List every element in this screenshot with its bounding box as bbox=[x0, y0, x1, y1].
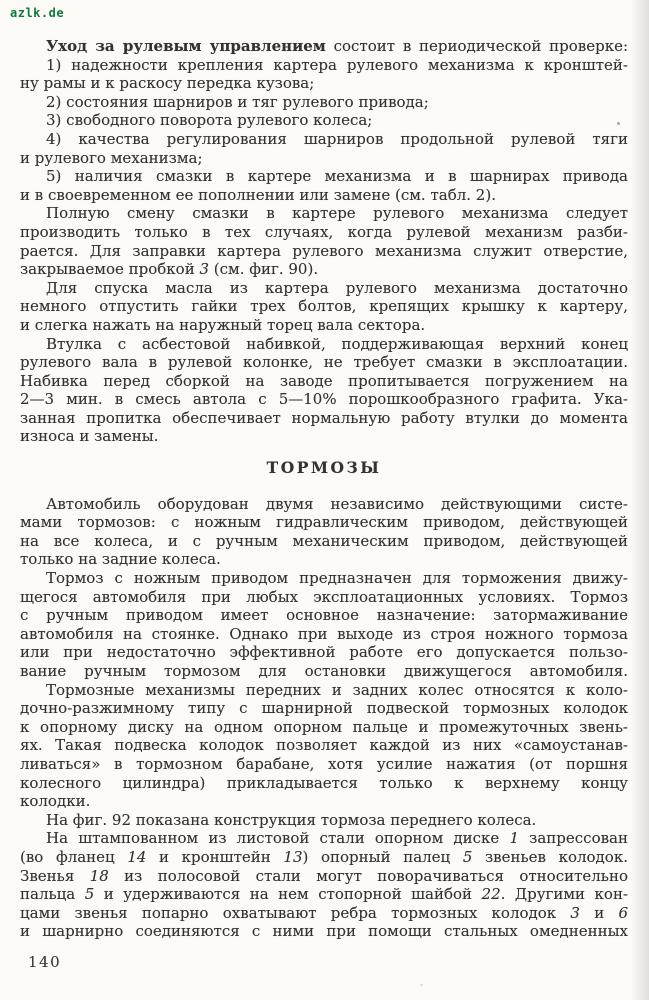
text-line bbox=[20, 390, 628, 409]
text-run: ) опорный палец bbox=[302, 847, 463, 866]
text-run: или при недостаточно эффективной работе его допускается пользо- bbox=[20, 643, 628, 662]
text-run: мами тормозов: с ножным гидравлическим приводом, действующей bbox=[20, 513, 628, 532]
text-run: колодки. bbox=[20, 792, 91, 811]
text-run: автомобиля на стоянке. Однако при выходе из строя ножного тормоза bbox=[20, 624, 628, 643]
text-line bbox=[20, 335, 628, 354]
text-line bbox=[20, 167, 628, 186]
text-line bbox=[20, 569, 628, 588]
paragraph bbox=[20, 56, 628, 93]
text-line bbox=[20, 532, 628, 551]
text-run: и удерживаются на нем стопорной шайбой bbox=[94, 885, 482, 904]
text-line bbox=[20, 736, 628, 755]
text-line bbox=[20, 111, 628, 130]
text-run: рулевого вала в рулевой колонке, не требует смазки в эксплоатации. bbox=[20, 353, 628, 372]
text-run: на все колеса, и с ручным механическим приводом, действующей bbox=[20, 531, 628, 550]
text-run: . Другими кон- bbox=[500, 885, 629, 904]
text-line bbox=[20, 792, 628, 811]
text-line bbox=[20, 811, 628, 830]
text-run: 22 bbox=[481, 885, 501, 904]
text-line bbox=[20, 409, 628, 428]
watermark: azlk.de bbox=[10, 6, 65, 20]
text-line bbox=[20, 848, 628, 867]
text-run: и рулевого механизма; bbox=[20, 148, 203, 167]
text-run: Втулка с асбестовой набивкой, поддерживающая верхний конец bbox=[46, 334, 628, 353]
paragraph bbox=[20, 279, 628, 335]
text-line bbox=[20, 74, 628, 93]
text-run: На штампованном из листовой стали опорном диске bbox=[46, 829, 510, 848]
text-run: Для спуска масла из картера рулевого механизма достаточно bbox=[46, 278, 628, 297]
text-line bbox=[20, 699, 628, 718]
text-run: 14 bbox=[127, 847, 147, 866]
text-run: производить только в тех случаях, когда рулевой механизм разби- bbox=[20, 222, 628, 241]
paragraph bbox=[20, 829, 628, 941]
text-run: и шарнирно соединяются с ними при помощи стальных омедненных bbox=[20, 922, 628, 941]
text-run: немного отпустить гайки трех болтов, крепящих крышку к картеру, bbox=[20, 297, 628, 316]
text-run: состоит в периодической проверке: bbox=[325, 37, 629, 55]
text-run: 5) наличия смазки в картере механизма и в шарнирах привода bbox=[46, 167, 628, 186]
scan-speck bbox=[420, 984, 423, 986]
text-run: 1) надежности крепления картера рулевого механизма к кронштей- bbox=[46, 55, 628, 74]
paragraph bbox=[20, 811, 628, 830]
text-run: рается. Для заправки картера рулевого механизма служит отверстие, bbox=[20, 241, 628, 260]
text-run: Тормоз с ножным приводом предназначен для торможения движу- bbox=[46, 569, 628, 588]
text-run: 3 bbox=[199, 260, 210, 279]
text-run: 18 bbox=[89, 866, 109, 885]
text-line bbox=[20, 149, 628, 168]
text-line bbox=[20, 37, 628, 56]
text-run: На фиг. 92 показана конструкция тормоза переднего колеса. bbox=[46, 810, 537, 829]
paragraph bbox=[20, 681, 628, 811]
text-run: и bbox=[579, 903, 619, 922]
text-line bbox=[20, 681, 628, 700]
text-line bbox=[20, 643, 628, 662]
text-run: ну рамы и к раскосу передка кузова; bbox=[20, 74, 315, 93]
text-run: 2) состояния шарниров и тяг рулевого привода; bbox=[46, 92, 429, 111]
text-line bbox=[20, 755, 628, 774]
scan-edge-shadow bbox=[631, 0, 649, 1000]
text-run: 3 bbox=[570, 903, 580, 922]
text-run: ливаться» в тормозном барабане, хотя усилие нажатия (от поршня bbox=[20, 754, 628, 773]
text-line bbox=[20, 260, 628, 279]
text-run: 5 bbox=[84, 885, 95, 904]
text-run: и в своевременном ее пополнении или замене (см. табл. 2). bbox=[20, 185, 496, 204]
text-line bbox=[20, 829, 628, 848]
text-line bbox=[20, 495, 628, 514]
paragraph bbox=[20, 495, 628, 569]
text-line bbox=[20, 904, 628, 923]
text-run: Полную смену смазки в картере рулевого механизма следует bbox=[46, 204, 628, 223]
paragraph bbox=[20, 37, 628, 56]
text-line bbox=[20, 130, 628, 149]
text-run: и кронштейн bbox=[146, 847, 284, 866]
paragraph bbox=[20, 93, 628, 112]
text-line bbox=[20, 56, 628, 75]
text-run: щегося автомобиля при любых эксплоатационных условиях. Тормоз bbox=[20, 587, 628, 606]
text-run: 3) свободного поворота рулевого колеса; bbox=[46, 111, 373, 130]
text-line bbox=[20, 885, 628, 904]
paragraph bbox=[20, 111, 628, 130]
text-run: ях. Такая подвеска колодок позволяет каждой из них «самоустанав- bbox=[20, 736, 628, 755]
text-run: пальца bbox=[20, 885, 85, 904]
text-run: запрессован bbox=[519, 829, 628, 848]
text-run: из полосовой стали могут поворачиваться относительно bbox=[108, 866, 628, 885]
text-run: звеньев колодок. bbox=[472, 847, 628, 866]
text-line bbox=[20, 774, 628, 793]
text-line bbox=[20, 550, 628, 569]
text-line bbox=[20, 427, 628, 446]
text-line bbox=[20, 242, 628, 261]
text-run: 6 bbox=[618, 903, 628, 922]
text-run: 2—3 мин. в смесь автола с 5—10% порошкообразного графита. Ука- bbox=[20, 390, 628, 409]
text-run: занная пропитка обеспечивает нормальную работу втулки до момента bbox=[20, 408, 628, 427]
text-line bbox=[20, 922, 628, 941]
text-line bbox=[20, 867, 628, 886]
text-run: Тормозные механизмы передних и задних колес относятся к коло- bbox=[46, 680, 628, 699]
text-run: Уход за рулевым управлением bbox=[46, 37, 326, 55]
paragraph bbox=[20, 130, 628, 167]
text-line bbox=[20, 223, 628, 242]
text-run: 13 bbox=[283, 847, 303, 866]
text-run: 4) качества регулирования шарниров продольной рулевой тяги bbox=[46, 129, 628, 148]
text-line bbox=[20, 204, 628, 223]
paragraph bbox=[20, 335, 628, 447]
text-line bbox=[20, 513, 628, 532]
text-run: 5 bbox=[462, 847, 473, 866]
text-run: с ручным приводом имеет основное назначение: затормаживание bbox=[20, 606, 628, 625]
paragraph bbox=[20, 167, 628, 204]
text-line bbox=[20, 353, 628, 372]
text-run: Набивка перед сборкой на заводе пропитывается погружением на bbox=[20, 371, 628, 390]
text-line bbox=[20, 93, 628, 112]
text-line bbox=[20, 588, 628, 607]
text-run: вание ручным тормозом для остановки движущегося автомобиля. bbox=[20, 662, 628, 680]
section-heading: ТОРМОЗЫ bbox=[266, 458, 382, 478]
text-line bbox=[20, 186, 628, 205]
text-run: 1 bbox=[509, 829, 520, 848]
text-run: Автомобиль оборудован двумя независимо действующими систе- bbox=[46, 494, 628, 513]
page-number: 140 bbox=[28, 953, 62, 971]
document-blocks bbox=[20, 37, 628, 941]
text-run: колесного цилиндра) прикладывается только к верхнему концу bbox=[20, 773, 628, 792]
text-run: только на задние колеса. bbox=[20, 550, 221, 569]
text-line bbox=[20, 718, 628, 737]
text-line bbox=[20, 662, 628, 681]
text-run: и слегка нажать на наружный торец вала сектора. bbox=[20, 315, 426, 334]
text-run: цами звенья попарно охватывают ребра тормозных колодок bbox=[20, 903, 571, 922]
text-run: к опорному диску на одном опорном пальце и промежуточных звень- bbox=[20, 717, 628, 736]
text-line bbox=[20, 372, 628, 391]
text-run: дочно-разжимному типу с шарнирной подвеской тормозных колодок bbox=[20, 699, 628, 718]
text-run: закрываемое пробкой bbox=[20, 260, 200, 279]
text-run: износа и замены. bbox=[20, 427, 159, 446]
paragraph bbox=[20, 204, 628, 278]
text-line bbox=[20, 279, 628, 298]
text-run: (во фланец bbox=[20, 847, 128, 866]
text-line bbox=[20, 297, 628, 316]
text-line bbox=[20, 606, 628, 625]
text-line bbox=[20, 316, 628, 335]
text-run: Звенья bbox=[20, 866, 90, 885]
paragraph bbox=[20, 569, 628, 681]
text-line bbox=[20, 625, 628, 644]
text-run: (см. фиг. 90). bbox=[209, 260, 319, 279]
